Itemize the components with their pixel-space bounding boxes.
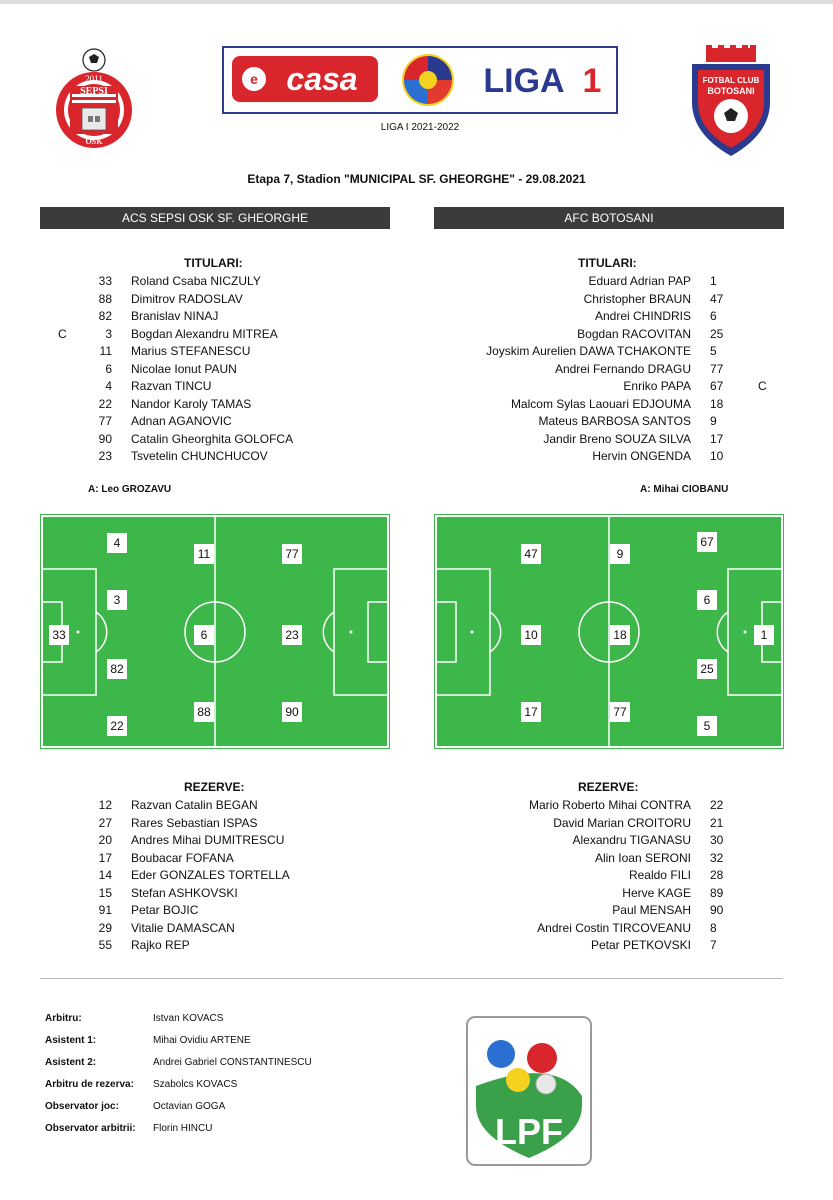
home-coach: A: Leo GROZAVU [88, 484, 172, 495]
player-name: Petar PETKOVSKI [590, 938, 691, 952]
player-marker [107, 533, 127, 553]
player-number: 9 [710, 414, 717, 428]
player-row [0, 867, 833, 884]
player-marker-number: 1 [760, 628, 768, 642]
player-name: Roland Csaba NICZULY [131, 274, 261, 288]
player-name: Branislav NINAJ [131, 309, 219, 323]
player-name: Nicolae Ionut PAUN [131, 361, 237, 376]
player-number: 17 [98, 850, 112, 865]
player-name: Razvan Catalin BEGAN [131, 798, 258, 812]
player-marker [194, 702, 214, 722]
player-name: Razvan TINCU [131, 379, 212, 393]
player-marker [282, 544, 302, 564]
official-label: Observator joc: [45, 1101, 119, 1112]
player-number: 27 [98, 815, 112, 830]
player-number: 21 [710, 815, 724, 830]
official-label: Arbitru de rezerva: [45, 1079, 134, 1090]
away-team-bar: AFC BOTOSANI [434, 207, 784, 229]
player-number: 33 [98, 274, 112, 288]
player-name: Andrei Fernando DRAGU [554, 361, 691, 376]
player-number: 12 [98, 798, 112, 812]
player-number: 7 [710, 938, 717, 952]
divider [40, 978, 783, 979]
player-marker [107, 590, 127, 610]
player-row [0, 920, 833, 937]
player-number: 32 [710, 850, 724, 865]
svg-text:e: e [250, 71, 258, 87]
player-marker-number: 47 [524, 547, 538, 561]
player-number: 17 [710, 431, 724, 446]
player-number: 11 [99, 344, 112, 358]
player-number: 91 [98, 903, 112, 917]
player-name: David Marian CROITORU [553, 815, 691, 830]
player-name: Rajko REP [131, 938, 190, 952]
away-rezerve-title: REZERVE: [578, 780, 639, 794]
player-number: 29 [98, 920, 112, 935]
player-marker [697, 532, 717, 552]
player-marker-number: 67 [700, 535, 714, 549]
player-marker [194, 544, 214, 564]
player-name: Alexandru TIGANASU [572, 833, 691, 847]
player-marker-number: 5 [703, 719, 711, 733]
player-row [0, 937, 833, 954]
botosani-logo-line2: BOTOSANI [707, 86, 755, 96]
player-marker [697, 659, 717, 679]
player-row [0, 815, 833, 832]
official-value: Octavian GOGA [153, 1101, 226, 1112]
player-name: Tsvetelin CHUNCHUCOV [131, 449, 268, 463]
player-marker [697, 590, 717, 610]
botosani-logo [688, 44, 778, 164]
player-name: Christopher BRAUN [583, 291, 691, 306]
player-marker-number: 17 [524, 705, 538, 719]
player-number: 67 [710, 379, 724, 393]
player-marker [521, 544, 541, 564]
player-name: Vitalie DAMASCAN [131, 920, 235, 935]
player-number: 90 [98, 431, 112, 446]
sepsi-logo-year: 2011 [85, 74, 103, 84]
player-name: Marius STEFANESCU [131, 344, 251, 358]
official-label: Asistent 2: [45, 1057, 97, 1068]
player-number: 8 [710, 920, 717, 935]
player-name: Malcom Sylas Laouari EDJOUMA [510, 396, 691, 411]
captain-mark: C [58, 326, 67, 341]
player-name: Petar BOJIC [131, 903, 199, 917]
player-row [0, 273, 833, 290]
official-label: Observator arbitrii: [45, 1123, 136, 1134]
player-number: 22 [98, 396, 112, 411]
player-marker [610, 702, 630, 722]
player-row [0, 378, 833, 395]
player-number: 28 [710, 868, 724, 882]
player-number: 3 [105, 326, 112, 341]
player-marker [697, 716, 717, 736]
player-name: Realdo FILI [628, 868, 691, 882]
player-name: Andrei CHINDRIS [594, 309, 691, 323]
official-label: Asistent 1: [45, 1035, 97, 1046]
player-name: Nandor Karoly TAMAS [131, 396, 252, 411]
player-number: 89 [710, 885, 724, 900]
player-marker-number: 4 [113, 536, 121, 550]
player-marker [194, 625, 214, 645]
official-value: Istvan KOVACS [153, 1013, 224, 1024]
player-marker-number: 88 [197, 705, 211, 719]
player-row [0, 885, 833, 902]
player-marker-number: 33 [52, 628, 66, 642]
home-titulari-title: TITULARI: [184, 256, 243, 270]
player-marker-number: 3 [113, 593, 121, 607]
player-marker [282, 625, 302, 645]
player-marker [610, 544, 630, 564]
away-pitch [434, 514, 784, 749]
player-name: Catalin Gheorghita GOLOFCA [131, 431, 294, 446]
player-name: Bogdan RACOVITAN [577, 326, 691, 341]
player-marker [107, 659, 127, 679]
player-marker-number: 22 [110, 719, 124, 733]
player-row [0, 343, 833, 360]
home-pitch [40, 514, 390, 749]
player-marker [521, 625, 541, 645]
player-name: Alin Ioan SERONI [594, 850, 691, 865]
player-number: 90 [710, 903, 724, 917]
player-name: Joyskim Aurelien DAWA TCHAKONTE [486, 344, 691, 358]
captain-mark: C [758, 379, 767, 393]
player-marker-number: 9 [616, 547, 624, 561]
player-number: 4 [105, 379, 112, 393]
player-name: Stefan ASHKOVSKI [131, 885, 238, 900]
player-row [0, 308, 833, 325]
player-name: Rares Sebastian ISPAS [131, 815, 258, 830]
player-name: Paul MENSAH [612, 903, 691, 917]
player-name: Andrei Costin TIRCOVEANU [537, 920, 691, 935]
player-number: 25 [710, 326, 724, 341]
player-name: Dimitrov RADOSLAV [131, 291, 243, 306]
lpf-logo [466, 1016, 592, 1166]
player-row [0, 797, 833, 814]
player-name: Eder GONZALES TORTELLA [131, 868, 290, 882]
player-row [0, 832, 833, 849]
player-number: 55 [98, 938, 112, 952]
player-marker-number: 77 [285, 547, 299, 561]
home-team-bar: ACS SEPSI OSK SF. GHEORGHE [40, 207, 390, 229]
sponsor-text: casa [286, 61, 358, 97]
away-titulari-title: TITULARI: [578, 256, 637, 270]
sepsi-logo [50, 44, 140, 164]
player-name: Bogdan Alexandru MITREA [131, 326, 278, 341]
player-number: 18 [710, 396, 724, 411]
away-coach: A: Mihai CIOBANU [640, 484, 729, 495]
player-row [0, 431, 833, 448]
player-number: 82 [98, 309, 112, 323]
player-name: Herve KAGE [622, 885, 691, 900]
player-number: 30 [710, 833, 724, 847]
player-name: Adnan AGANOVIC [131, 414, 232, 428]
player-row [0, 902, 833, 919]
player-number: 6 [710, 309, 717, 323]
player-number: 22 [710, 798, 724, 812]
player-name: Hervin ONGENDA [592, 449, 691, 463]
player-marker-number: 82 [110, 662, 124, 676]
player-marker-number: 90 [285, 705, 299, 719]
sepsi-logo-top: SEPSI [80, 86, 108, 97]
player-marker [521, 702, 541, 722]
player-number: 5 [710, 344, 717, 358]
player-name: Mario Roberto Mihai CONTRA [528, 798, 691, 812]
player-row [0, 448, 833, 465]
player-number: 20 [98, 833, 112, 847]
player-number: 88 [98, 291, 112, 306]
player-marker-number: 6 [703, 593, 711, 607]
player-row [0, 396, 833, 413]
home-rezerve-title: REZERVE: [184, 780, 245, 794]
player-marker [754, 625, 774, 645]
player-row [0, 326, 833, 343]
player-row [0, 291, 833, 308]
player-marker [610, 625, 630, 645]
player-name: Andres Mihai DUMITRESCU [131, 833, 285, 847]
player-name: Eduard Adrian PAP [588, 274, 691, 288]
player-row [0, 850, 833, 867]
player-marker-number: 11 [197, 547, 211, 561]
league-num: 1 [582, 62, 602, 100]
player-marker [49, 625, 69, 645]
sepsi-logo-bottom: OSK [85, 137, 103, 146]
player-number: 23 [98, 449, 112, 463]
lpf-text: LPF [495, 1111, 563, 1152]
league-banner [222, 46, 618, 114]
match-info: Etapa 7, Stadion "MUNICIPAL SF. GHEORGHE" - 29.08.2021 [247, 172, 586, 186]
player-marker-number: 77 [613, 705, 627, 719]
player-number: 6 [105, 361, 112, 376]
official-value: Florin HINCU [153, 1123, 213, 1134]
official-value: Szabolcs KOVACS [153, 1079, 238, 1090]
player-row [0, 413, 833, 430]
player-name: Jandir Breno SOUZA SILVA [543, 431, 691, 446]
player-marker-number: 23 [285, 628, 299, 642]
player-name: Enriko PAPA [623, 379, 691, 393]
top-bar [0, 0, 833, 4]
player-row [0, 361, 833, 378]
player-marker-number: 18 [613, 628, 627, 642]
player-number: 15 [98, 885, 112, 900]
official-value: Mihai Ovidiu ARTENE [153, 1035, 251, 1046]
player-marker [282, 702, 302, 722]
player-number: 1 [710, 274, 717, 288]
player-number: 10 [710, 449, 724, 463]
player-number: 77 [98, 414, 112, 428]
player-marker-number: 6 [200, 628, 208, 642]
player-number: 14 [98, 868, 112, 882]
season-label: LIGA I 2021-2022 [380, 122, 460, 133]
player-marker [107, 716, 127, 736]
official-value: Andrei Gabriel CONSTANTINESCU [153, 1057, 312, 1068]
player-name: Mateus BARBOSA SANTOS [538, 414, 691, 428]
official-label: Arbitru: [45, 1013, 82, 1024]
botosani-logo-line1: FOTBAL CLUB [702, 76, 760, 85]
player-number: 77 [710, 361, 724, 376]
player-number: 47 [710, 291, 724, 306]
player-marker-number: 10 [524, 628, 538, 642]
league-text: LIGA [483, 62, 565, 100]
player-marker-number: 25 [700, 662, 714, 676]
player-name: Boubacar FOFANA [131, 850, 234, 865]
